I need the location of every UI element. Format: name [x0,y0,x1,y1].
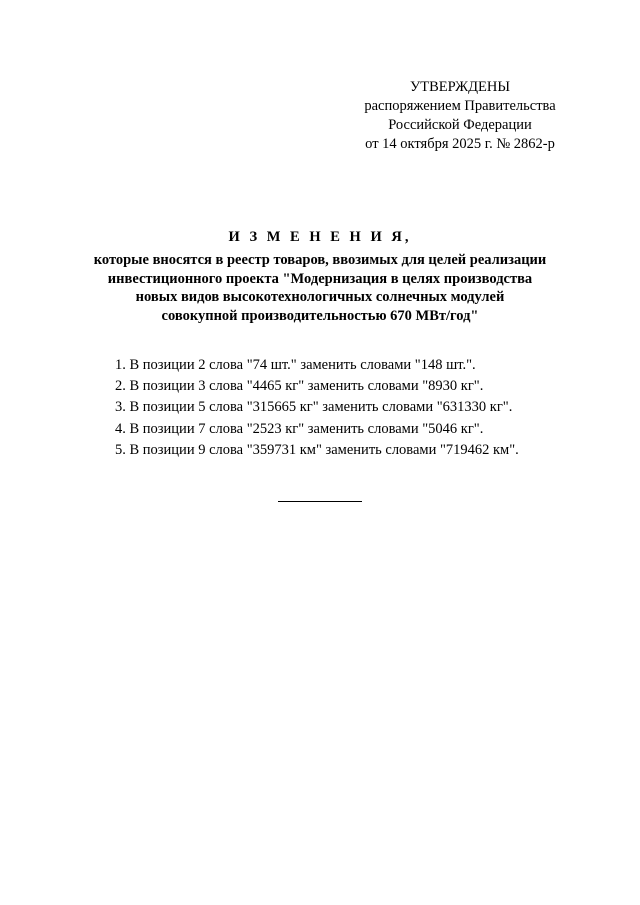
subheading-line: совокупной производительностью 670 МВт/год" [161,307,479,324]
end-divider [278,501,362,502]
subheading-line: инвестиционного проекта "Модернизация в целях производства [107,270,533,287]
approval-title: УТВЕРЖДЕНЫ [409,79,511,95]
changes-list [115,355,595,461]
approval-authority-country: Российской Федерации [388,117,532,133]
change-item: 3. В позиции 5 слова "315665 кг" заменить словами "631330 кг". [115,399,513,416]
change-item: 4. В позиции 7 слова "2523 кг" заменить словами "5046 кг". [115,420,484,437]
approval-date-number: от 14 октября 2025 г. № 2862-р [365,136,555,152]
document-heading: И З М Е Н Е Н И Я, [228,229,412,245]
change-item: 2. В позиции 3 слова "4465 кг" заменить словами "8930 кг". [115,378,484,395]
change-item: 1. В позиции 2 слова "74 шт." заменить словами "148 шт.". [115,357,476,373]
approval-block [340,78,580,154]
document-subheading [60,251,580,325]
approval-authority: распоряжением Правительства [364,98,556,114]
subheading-line: которые вносятся в реестр товаров, ввозимых для целей реализации [93,252,547,268]
subheading-line: новых видов высокотехнологичных солнечных модулей [135,289,505,305]
change-item: 5. В позиции 9 слова "359731 км" заменить словами "719462 км". [115,441,519,458]
